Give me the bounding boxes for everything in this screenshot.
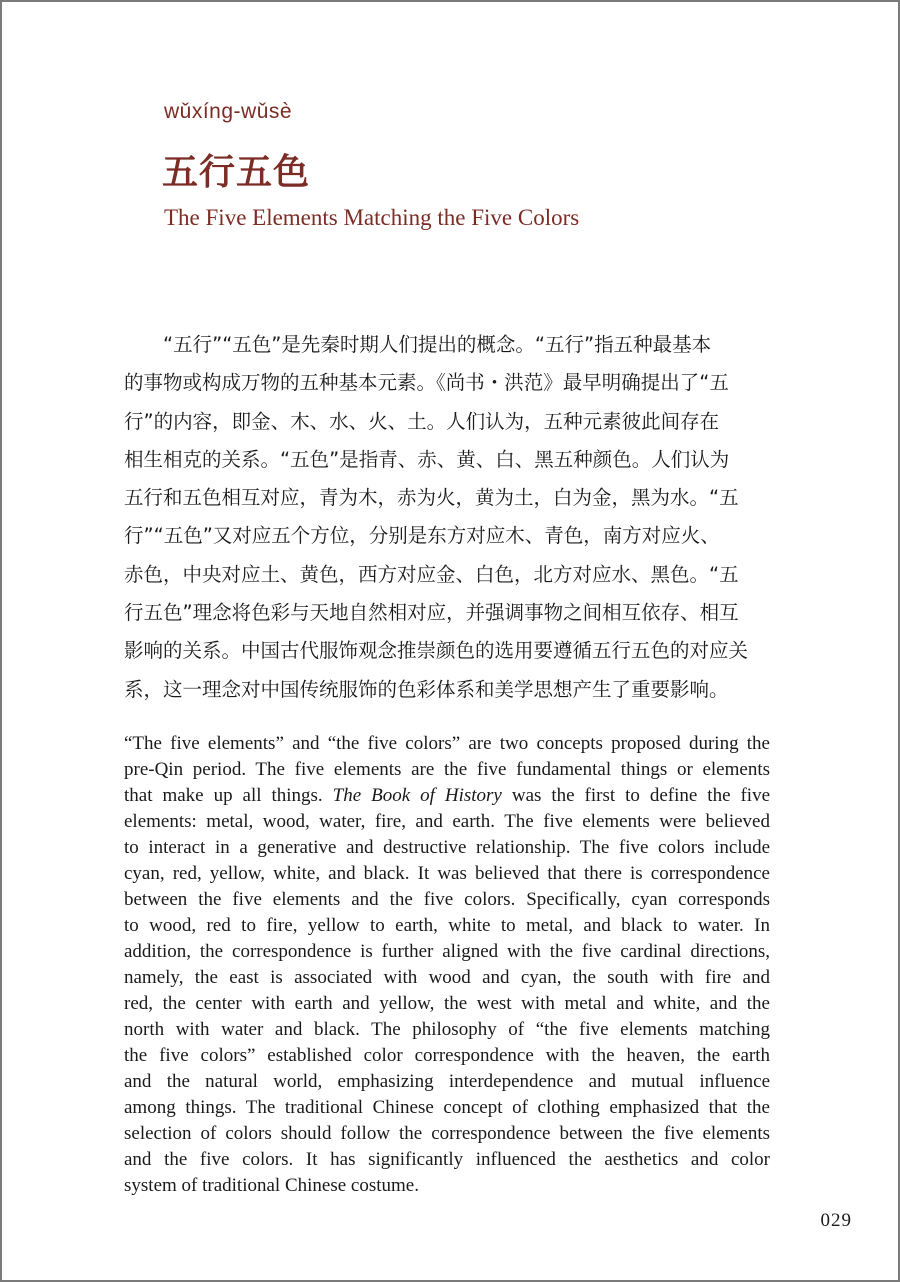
english-line: among things. The traditional Chinese concept of clothing emphasized that the — [124, 1097, 770, 1118]
chinese-line: 的事物或构成万物的五种基本元素。《尚书・洪范》最早明确提出了“五 — [124, 371, 729, 395]
english-line: “The five elements” and “the five colors” are two concepts proposed during the — [124, 733, 770, 754]
english-line: pre-Qin period. The five elements are the five fundamental things or elements — [124, 759, 770, 780]
english-line: cyan, red, yellow, white, and black. It was believed that there is correspondence — [124, 863, 770, 884]
chinese-line: “五行”“五色”是先秦时期人们提出的概念。“五行”指五种最基本 — [163, 333, 712, 356]
chinese-line: 行”“五色”又对应五个方位，分别是东方对应木、青色，南方对应火、 — [124, 524, 720, 548]
chinese-line: 赤色，中央对应土、黄色，西方对应金、白色，北方对应水、黑色。“五 — [124, 562, 739, 586]
english-paragraph — [124, 731, 770, 1199]
english-line: north with water and black. The philosophy of “the five elements matching — [124, 1019, 770, 1040]
english-line: and the natural world, emphasizing interdependence and mutual influence — [124, 1071, 770, 1092]
chinese-line: 行”的内容，即金、木、水、火、土。人们认为，五种元素彼此间存在 — [124, 409, 720, 433]
english-line-segment: was the first to define the five — [511, 785, 770, 806]
chinese-line: 相生相克的关系。“五色”是指青、赤、黄、白、黑五种颜色。人们认为 — [124, 447, 730, 471]
chinese-line: 行五色”理念将色彩与天地自然相对应，并强调事物之间相互依存、相互 — [124, 601, 739, 625]
book-title-italic: The Book of History — [332, 785, 502, 806]
english-line — [124, 783, 770, 809]
english-line: between the five elements and the five colors. Specifically, cyan corresponds — [124, 889, 770, 910]
english-line: to wood, red to fire, yellow to earth, white to metal, and black to water. In — [124, 915, 770, 936]
chinese-paragraph — [124, 326, 784, 709]
english-line: addition, the correspondence is further aligned with the five cardinal directions, — [124, 941, 770, 962]
entry-title-chinese: 五行五色 — [162, 152, 311, 193]
english-line-segment: that make up all things. — [124, 785, 323, 806]
english-line: and the five colors. It has significantly influenced the aesthetics and color — [124, 1149, 770, 1170]
english-line: the five colors” established color correspondence with the heaven, the earth — [124, 1045, 770, 1066]
english-line: namely, the east is associated with wood and cyan, the south with fire and — [124, 967, 770, 988]
english-line: red, the center with earth and yellow, the west with metal and white, and the — [124, 993, 770, 1014]
chinese-line: 系，这一理念对中国传统服饰的色彩体系和美学思想产生了重要影响。 — [124, 677, 729, 701]
english-line: selection of colors should follow the correspondence between the five elements — [124, 1123, 770, 1144]
english-line: to interact in a generative and destructive relationship. The five colors include — [124, 837, 770, 858]
page-number: 029 — [820, 1210, 852, 1231]
entry-pinyin: wǔxíng-wǔsè — [164, 100, 293, 123]
chinese-line: 五行和五色相互对应，青为木，赤为火，黄为土，白为金，黑为水。“五 — [124, 486, 739, 510]
english-line: elements: metal, wood, water, fire, and earth. The five elements were believed — [124, 811, 770, 832]
chinese-line: 影响的关系。中国古代服饰观念推崇颜色的选用要遵循五行五色的对应关 — [124, 639, 749, 663]
entry-title-english: The Five Elements Matching the Five Colors — [164, 205, 580, 230]
english-line: system of traditional Chinese costume. — [124, 1175, 419, 1196]
